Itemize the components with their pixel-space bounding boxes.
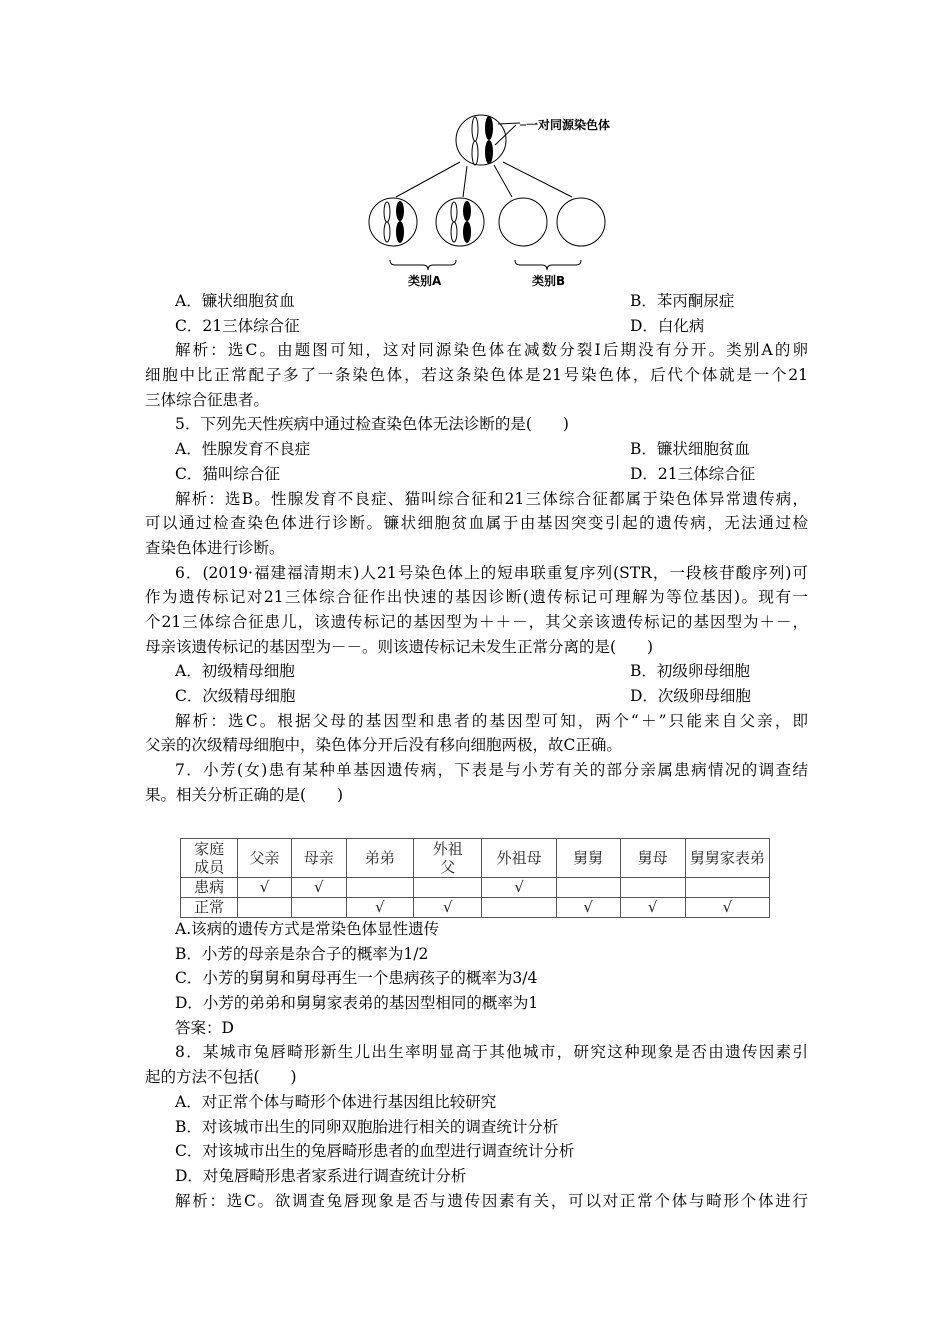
text-line: 7．小芳(女)患有某种单基因遗传病，下表是与小芳有关的部分亲属患病情况的调查结 [175, 761, 808, 780]
text-line: B．小芳的母亲是杂合子的概率为1/2 [175, 944, 429, 963]
text-line: 答案：D [175, 1018, 234, 1037]
text-line: 解析：选C。由题图可知，这对同源染色体在减数分裂Ⅰ后期没有分开。类别A的卵 [175, 341, 808, 360]
text-line: 查染色体进行诊断。 [145, 538, 285, 557]
option-row [145, 289, 808, 314]
text-line: 三体综合征患者。 [145, 390, 270, 409]
answer-option: D．白化病 [630, 316, 705, 335]
option-row [145, 462, 808, 487]
row-label: 患病 [181, 878, 238, 898]
answer-option: B．苯丙酮尿症 [630, 292, 735, 310]
check-cell: √ [556, 898, 620, 918]
check-cell [291, 898, 346, 918]
table-header-cell: 舅舅 [556, 839, 620, 878]
text-line: 可以通过检查染色体进行诊断。镰状细胞贫血属于由基因突变引起的遗传病，无法通过检 [145, 514, 808, 533]
answer-option: C．21三体综合征 [175, 316, 300, 335]
check-cell: √ [685, 898, 769, 918]
table-header-cell: 父亲 [238, 839, 292, 878]
answer-option: B．初级卵母细胞 [630, 662, 750, 681]
text-line: 6．(2019·福建福清期末)人21号染色体上的短串联重复序列(STR，一段核苷酸序列)可 [175, 563, 808, 582]
text-line: D．小芳的弟弟和舅舅家表弟的基因型相同的概率为1 [175, 994, 539, 1013]
table-header-cell: 舅舅家表弟 [685, 839, 769, 878]
text-line: 解析：选B。性腺发育不良症、猫叫综合征和21三体综合征都属于染色体异常遗传病， [175, 489, 808, 508]
text-line: B．对该城市出生的同卵双胞胎进行相关的调查统计分析 [175, 1117, 559, 1136]
text-line: 母亲该遗传标记的基因型为－－。则该遗传标记未发生正常分离的是( ) [145, 637, 654, 656]
answer-option: D．21三体综合征 [630, 464, 756, 483]
check-cell [346, 878, 413, 898]
table-header-cell: 外祖父 [414, 839, 482, 878]
row-label: 正常 [181, 898, 238, 918]
text-line: 解析：选C。欲调查兔唇现象是否与遗传因素有关，可以对正常个体与畸形个体进行 [175, 1191, 808, 1210]
check-cell [620, 878, 685, 898]
option-row [145, 659, 808, 684]
answer-option: D．次级卵母细胞 [630, 687, 751, 705]
text-line: C．小芳的舅舅和舅母再生一个患病孩子的概率为3/4 [175, 969, 538, 988]
answer-option: C．次级精母细胞 [175, 687, 296, 705]
text-line: 细胞中比正常配子多了一条染色体，若这条染色体是21号染色体，后代个体就是一个21 [145, 366, 808, 385]
check-cell [556, 878, 620, 898]
check-cell [414, 878, 482, 898]
table-row [181, 898, 770, 918]
option-row [145, 437, 808, 462]
text-line: 8．某城市兔唇畸形新生儿出生率明显高于其他城市，研究这种现象是否由遗传因素引 [175, 1043, 808, 1062]
text-line: C．对该城市出生的兔唇畸形患者的血型进行调查统计分析 [175, 1142, 575, 1161]
check-cell [238, 898, 292, 918]
text-block-questions-4-7 [145, 289, 808, 807]
option-row [145, 314, 808, 339]
text-line: 父亲的次级精母细胞中，染色体分开后没有移向细胞两极，故C正确。 [145, 736, 622, 755]
answer-option: C．猫叫综合征 [175, 464, 280, 483]
check-cell: √ [238, 878, 292, 898]
label-homologous-pair: 一对同源染色体 [526, 118, 611, 132]
answer-option: A．镰状细胞贫血 [175, 292, 295, 310]
check-cell [482, 898, 556, 918]
check-cell [685, 878, 769, 898]
text-line: 个21三体综合征患儿，该遗传标记的基因型为＋＋－，其父亲该遗传标记的基因型为＋－， [145, 612, 808, 631]
table-header-cell: 家庭成员 [181, 839, 238, 878]
table-header-cell: 母亲 [291, 839, 346, 878]
text-line: 作为遗传标记对21三体综合征作出快速的基因诊断(遗传标记可理解为等位基因)。现有一 [145, 588, 808, 607]
option-row [145, 684, 808, 709]
answer-option: A．性腺发育不良症 [175, 440, 311, 459]
text-line: D．对兔唇畸形患者家系进行调查统计分析 [175, 1166, 467, 1185]
answer-option: A．初级精母细胞 [175, 662, 295, 681]
family-survey-table [180, 838, 770, 918]
check-cell: √ [414, 898, 482, 918]
table-header-cell: 外祖母 [482, 839, 556, 878]
table-header-cell: 弟弟 [346, 839, 413, 878]
text-line: 5．下列先天性疾病中通过检查染色体无法诊断的是( ) [175, 415, 569, 434]
label-category-b: 类别B [532, 274, 566, 288]
chromosome-diagram [360, 105, 630, 290]
text-line: 起的方法不包括( ) [145, 1068, 297, 1087]
check-cell: √ [620, 898, 685, 918]
table-header-cell: 舅母 [620, 839, 685, 878]
answer-option: B．镰状细胞贫血 [630, 440, 750, 459]
text-line: 果。相关分析正确的是( ) [145, 785, 344, 804]
text-line: A．对正常个体与畸形个体进行基因组比较研究 [175, 1092, 497, 1111]
text-block-question-7-8 [145, 917, 808, 1213]
table-row [181, 878, 770, 898]
label-category-a: 类别A [408, 274, 442, 288]
check-cell: √ [291, 878, 346, 898]
check-cell: √ [346, 898, 413, 918]
check-cell: √ [482, 878, 556, 898]
text-line: A.该病的遗传方式是常染色体显性遗传 [175, 920, 440, 938]
text-line: 解析：选C。根据父母的基因型和患者的基因型可知，两个“＋”只能来自父亲，即 [175, 711, 808, 730]
